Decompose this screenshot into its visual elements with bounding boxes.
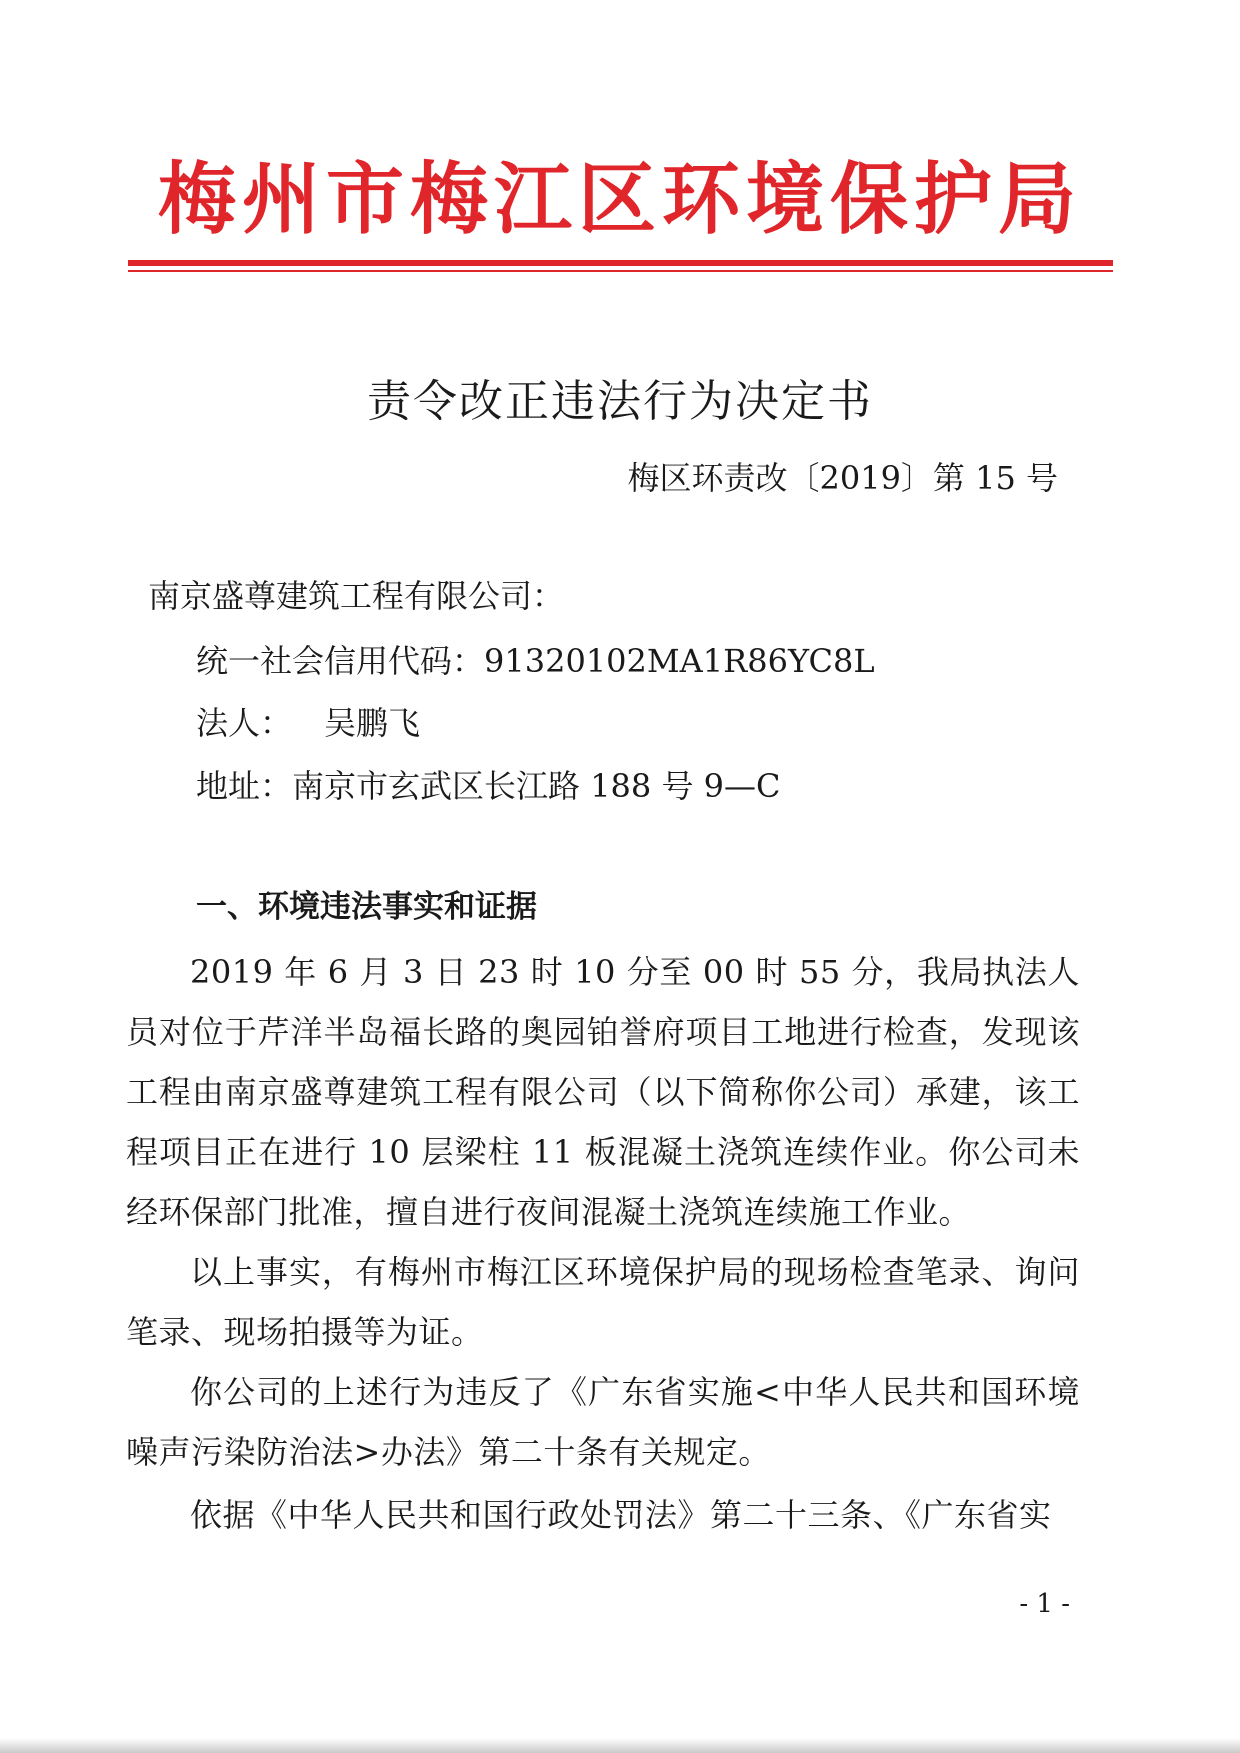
address-line xyxy=(196,763,780,809)
legal-person-label: 法人： xyxy=(196,704,293,742)
body-paragraph: 你公司的上述行为违反了《广东省实施<中华人民共和国环境噪声污染防治法>办法》第二十条有关规定。 xyxy=(126,1373,1080,1471)
body-paragraph: 依据《中华人民共和国行政处罚法》第二十三条、《广东省实 xyxy=(190,1496,1052,1534)
scan-bottom-edge xyxy=(0,1738,1240,1753)
address-label: 地址： xyxy=(196,767,293,805)
credit-code-value: 91320102MA1R86YC8L xyxy=(484,642,875,680)
legal-person-value: 吴鹏飞 xyxy=(324,704,421,742)
recipient-name: 南京盛尊建筑工程有限公司： xyxy=(148,577,565,615)
body-paragraph: 2019 年 6 月 3 日 23 时 10 分至 00 时 55 分，我局执法人员对位于芹洋半岛福长路的奥园铂誉府项目工地进行检查，发现该工程由南京盛尊建筑工程有限公司（以下简称你公司）承建，该工程项目正在进行 10 层梁柱 11 板混凝土浇筑连续作业。你公司未经环保部门批准，擅自进行夜间混凝土浇筑连续施工作业。 xyxy=(126,953,1080,1231)
agency-letterhead-title: 梅州市梅江区环境保护局 xyxy=(157,155,1082,245)
letterhead-red-rule xyxy=(128,260,1113,266)
legal-person-line xyxy=(196,700,420,746)
page-number: - 1 - xyxy=(1019,1589,1070,1619)
section-heading: 一、环境违法事实和证据 xyxy=(196,889,537,925)
body-paragraph: 以上事实，有梅州市梅江区环境保护局的现场检查笔录、询问笔录、现场拍摄等为证。 xyxy=(126,1253,1080,1351)
document-number: 梅区环责改〔2019〕第 15 号 xyxy=(627,459,1058,497)
document-title: 责令改正违法行为决定书 xyxy=(367,376,873,427)
credit-code-label: 统一社会信用代码： xyxy=(196,642,485,680)
credit-code-line xyxy=(196,638,875,684)
address-value: 南京市玄武区长江路 188 号 9—C xyxy=(292,767,781,805)
letterhead-red-rule-thin xyxy=(128,270,1113,272)
